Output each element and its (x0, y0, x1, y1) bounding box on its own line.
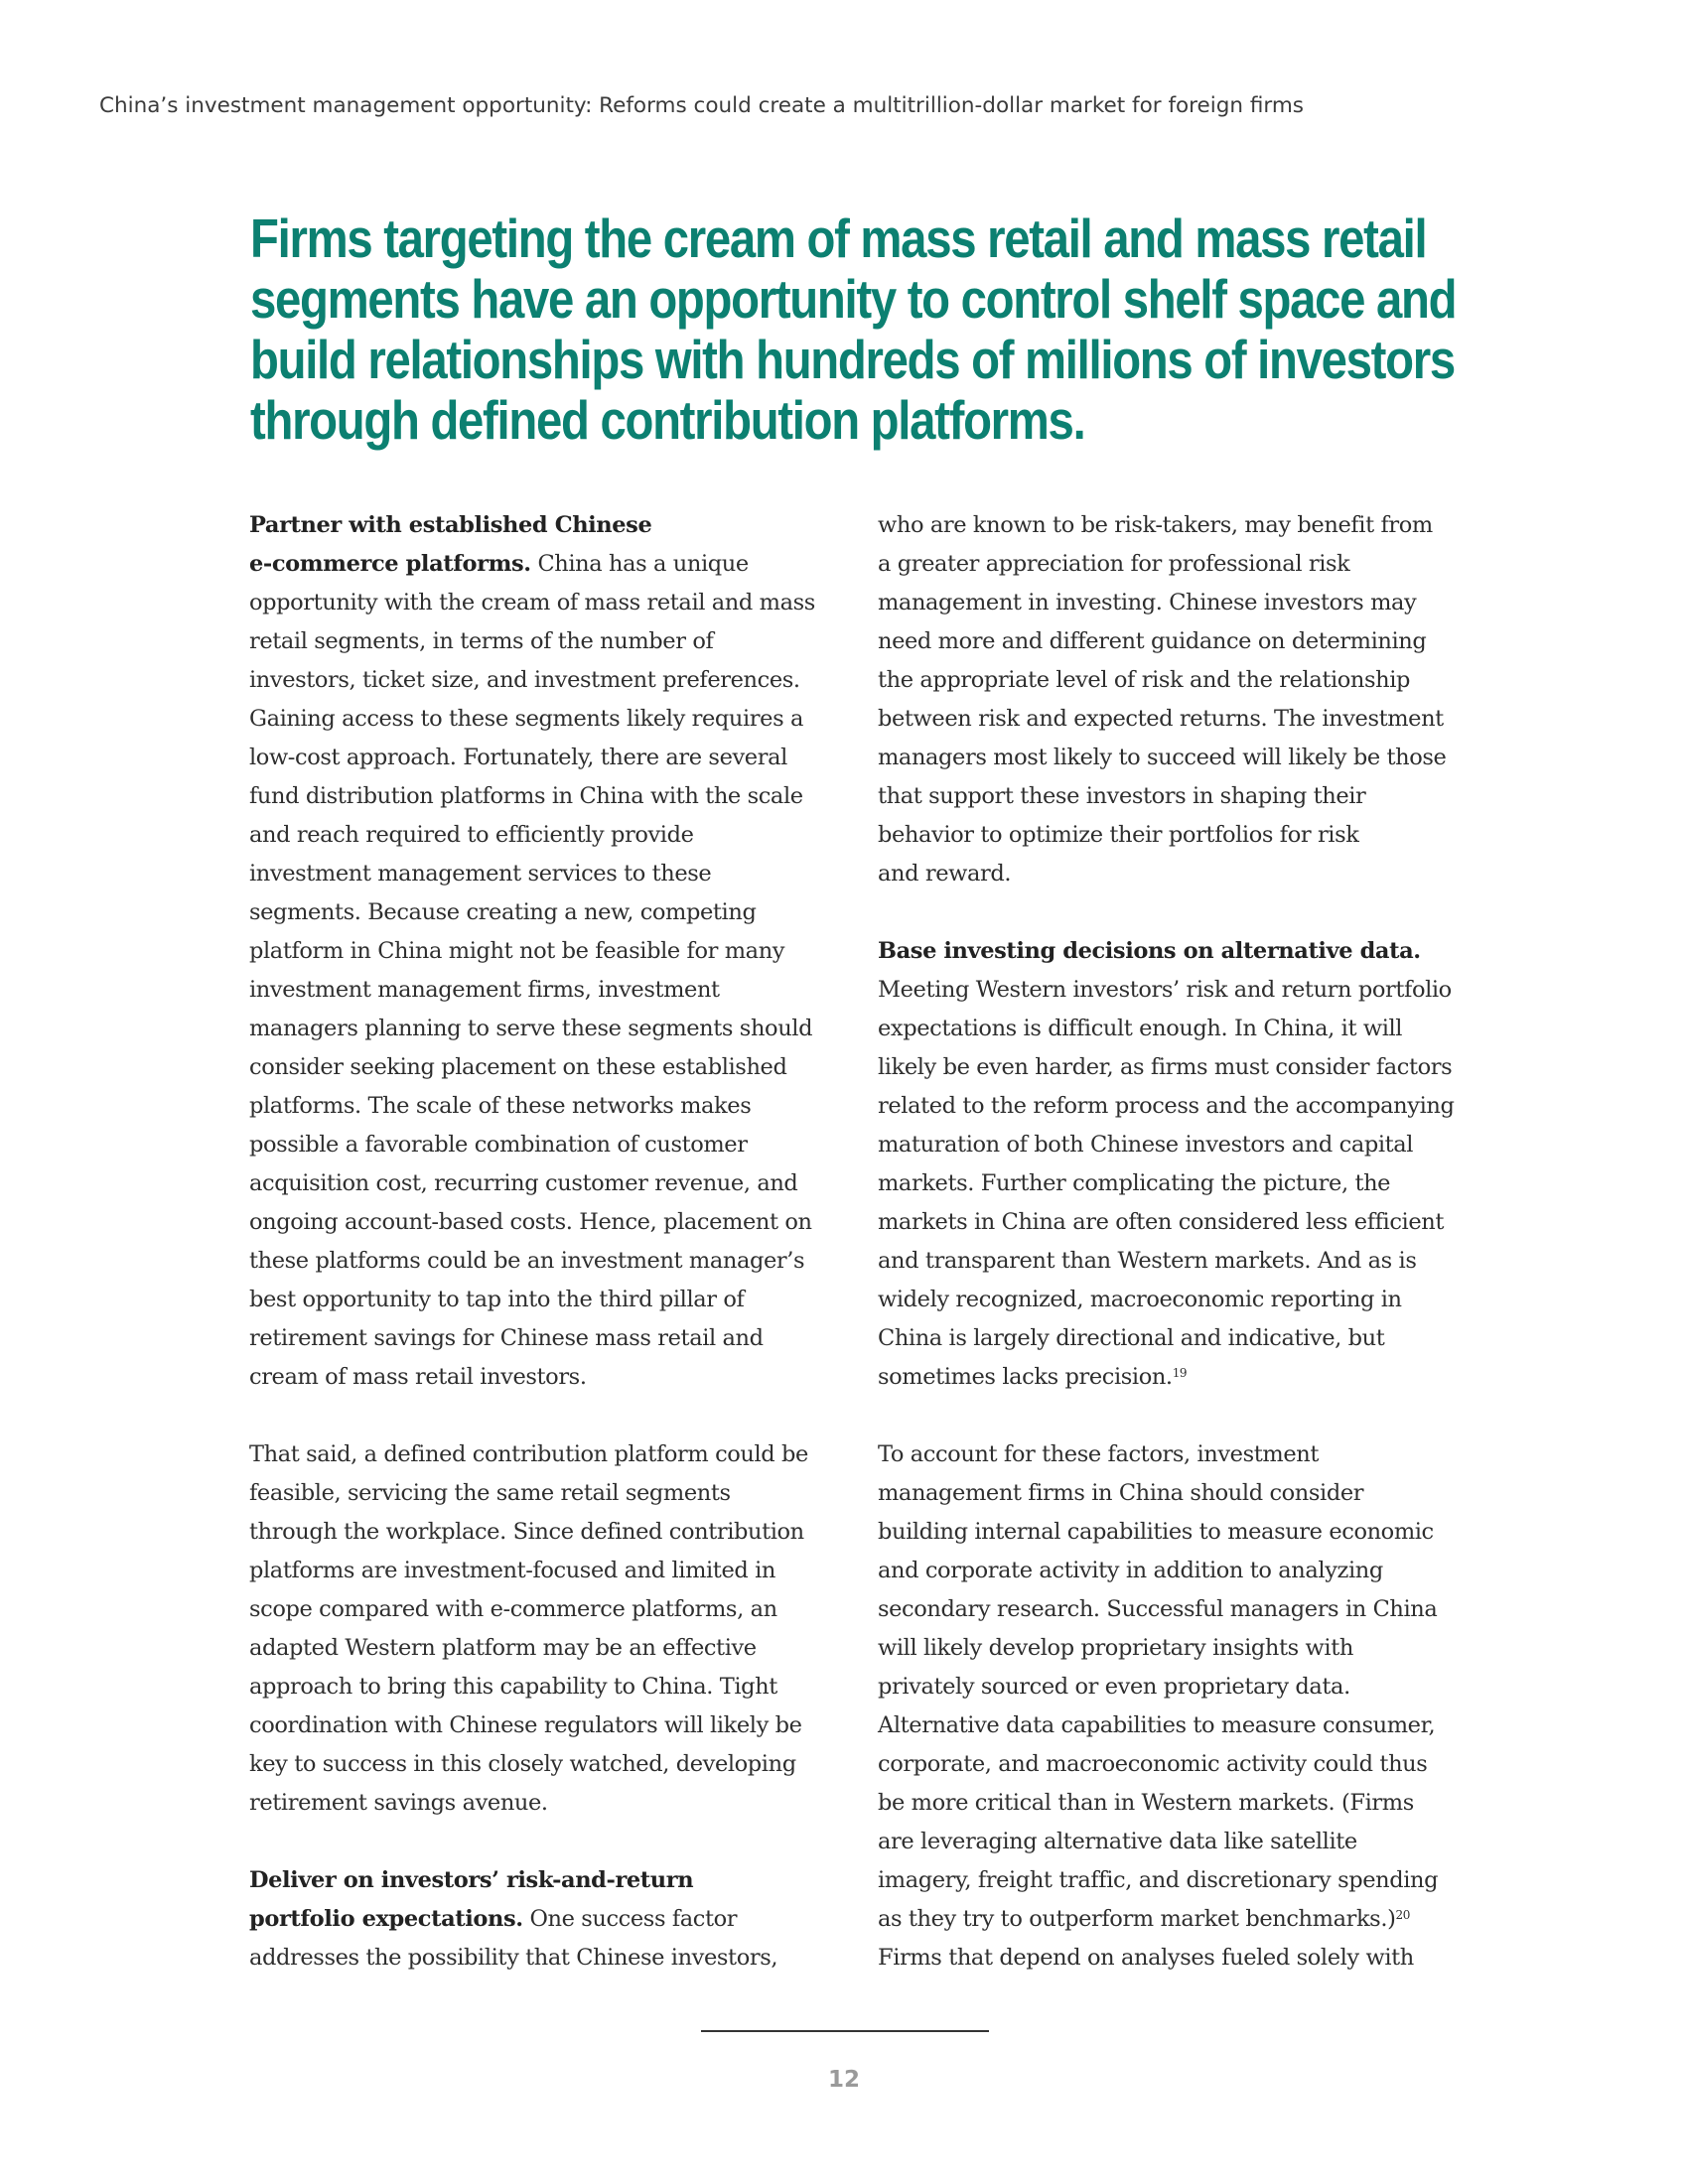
paragraph-line: That said, a defined contribution platform could be (249, 1441, 808, 1467)
paragraph-line: cream of mass retail investors. (249, 1364, 587, 1390)
paragraph-line: Gaining access to these segments likely requires a (249, 706, 803, 732)
pull-quote (250, 207, 1457, 451)
paragraph-line: Firms that depend on analyses fueled solely with (878, 1945, 1414, 1971)
paragraph-line: platform in China might not be feasible for many (249, 938, 785, 964)
paragraph-line: and reach required to efficiently provide (249, 822, 694, 848)
paragraph-line: scope compared with e-commerce platforms, an (249, 1596, 777, 1622)
paragraph-line: retirement savings avenue. (249, 1790, 548, 1816)
paragraph-line: adapted Western platform may be an effective (249, 1635, 757, 1661)
paragraph-line: imagery, freight traffic, and discretionary spending (878, 1867, 1439, 1893)
paragraph-gap (878, 893, 1474, 932)
pull-quote-line: build relationships with hundreds of millions of investors (250, 329, 1455, 390)
paragraph-line (878, 1900, 1474, 1939)
footer-divider (701, 2030, 989, 2032)
paragraph-line (249, 545, 845, 584)
paragraph-line: retail segments, in terms of the number of (249, 628, 714, 654)
paragraph-line: investment management firms, investment (249, 977, 720, 1003)
paragraph-line: corporate, and macroeconomic activity could thus (878, 1751, 1428, 1777)
paragraph-line: consider seeking placement on these established (249, 1054, 787, 1080)
pull-quote-line: through defined contribution platforms. (250, 389, 1085, 451)
paragraph-line (878, 932, 1474, 971)
paragraph-line: addresses the possibility that Chinese investors, (249, 1945, 778, 1971)
paragraph-line: China is largely directional and indicative, but (878, 1325, 1385, 1351)
paragraph-line (249, 1900, 845, 1939)
paragraph-line: fund distribution platforms in China with the scale (249, 783, 803, 809)
paragraph-line: acquisition cost, recurring customer revenue, and (249, 1170, 798, 1196)
paragraph-line: approach to bring this capability to China. Tight (249, 1674, 777, 1700)
section-heading: portfolio expectations. (249, 1906, 523, 1932)
body-text: sometimes lacks precision. (878, 1364, 1173, 1390)
paragraph-line: through the workplace. Since defined contribution (249, 1519, 804, 1545)
paragraph-line: managers most likely to succeed will likely be those (878, 745, 1447, 770)
section-heading: Base investing decisions on alternative data. (878, 938, 1421, 964)
page-number: 12 (827, 2067, 860, 2093)
paragraph-line: segments. Because creating a new, competing (249, 899, 757, 925)
paragraph-line: investment management services to these (249, 861, 712, 887)
section-heading: Partner with established Chinese (249, 512, 652, 538)
paragraph-line: maturation of both Chinese investors and capital (878, 1132, 1414, 1158)
paragraph-line: markets. Further complicating the picture, the (878, 1170, 1391, 1196)
paragraph-gap (249, 1823, 845, 1861)
paragraph-line: management firms in China should consider (878, 1480, 1364, 1506)
paragraph-line: retirement savings for Chinese mass retail and (249, 1325, 764, 1351)
paragraph-line (249, 506, 845, 545)
body-text: China has a unique (537, 551, 749, 577)
footnote-marker: 19 (1172, 1366, 1188, 1380)
paragraph-line: managers planning to serve these segments should (249, 1016, 813, 1041)
paragraph-line: Meeting Western investors’ risk and return portfolio (878, 977, 1452, 1003)
pull-quote-line: Firms targeting the cream of mass retail and mass retail (250, 207, 1427, 269)
paragraph-line: ongoing account-based costs. Hence, placement on (249, 1209, 812, 1235)
running-header: China’s investment management opportunity: Reforms could create a multitrillion-dollar market for foreign firms (99, 93, 1304, 118)
paragraph-line: are leveraging alternative data like satellite (878, 1829, 1357, 1854)
body-column-right (878, 506, 1474, 1978)
paragraph-line: these platforms could be an investment manager’s (249, 1248, 805, 1274)
paragraph-line: that support these investors in shaping their (878, 783, 1366, 809)
paragraph-line: and reward. (878, 861, 1012, 887)
paragraph-line: need more and different guidance on determining (878, 628, 1427, 654)
paragraph-line: low-cost approach. Fortunately, there are several (249, 745, 787, 770)
paragraph-gap (878, 1397, 1474, 1435)
paragraph-line: and transparent than Western markets. And as is (878, 1248, 1417, 1274)
paragraph-line: markets in China are often considered less efficient (878, 1209, 1445, 1235)
section-heading: e-commerce platforms. (249, 551, 531, 577)
paragraph-line: key to success in this closely watched, developing (249, 1751, 796, 1777)
paragraph-line: Alternative data capabilities to measure consumer, (878, 1712, 1436, 1738)
paragraph-line: related to the reform process and the accompanying (878, 1093, 1455, 1119)
paragraph-line: secondary research. Successful managers in China (878, 1596, 1438, 1622)
paragraph-line: feasible, servicing the same retail segments (249, 1480, 731, 1506)
paragraph-line: between risk and expected returns. The investment (878, 706, 1444, 732)
paragraph-line: management in investing. Chinese investors may (878, 590, 1417, 615)
paragraph-line: a greater appreciation for professional risk (878, 551, 1350, 577)
paragraph-line: building internal capabilities to measure economic (878, 1519, 1434, 1545)
paragraph-line: platforms. The scale of these networks makes (249, 1093, 752, 1119)
paragraph-line: behavior to optimize their portfolios for risk (878, 822, 1359, 848)
paragraph-line: coordination with Chinese regulators will likely be (249, 1712, 802, 1738)
paragraph-line: platforms are investment-focused and limited in (249, 1558, 776, 1583)
paragraph-line: opportunity with the cream of mass retail and mass (249, 590, 815, 615)
paragraph-line: investors, ticket size, and investment preferences. (249, 667, 800, 693)
paragraph-line: likely be even harder, as firms must consider factors (878, 1054, 1453, 1080)
paragraph-line: widely recognized, macroeconomic reporting in (878, 1287, 1402, 1312)
paragraph-line (878, 1358, 1474, 1397)
paragraph-line: be more critical than in Western markets. (Firms (878, 1790, 1414, 1816)
paragraph-line: expectations is difficult enough. In China, it will (878, 1016, 1403, 1041)
paragraph-line: To account for these factors, investment (878, 1441, 1319, 1467)
paragraph-line (249, 1861, 845, 1900)
paragraph-gap (249, 1397, 845, 1435)
body-text: One success factor (529, 1906, 738, 1932)
paragraph-line: best opportunity to tap into the third pillar of (249, 1287, 745, 1312)
paragraph-line: privately sourced or even proprietary data. (878, 1674, 1350, 1700)
paragraph-line: the appropriate level of risk and the relationship (878, 667, 1411, 693)
body-text: as they try to outperform market benchmarks.) (878, 1906, 1396, 1932)
paragraph-line: who are known to be risk-takers, may benefit from (878, 512, 1433, 538)
body-column-left (249, 506, 845, 1978)
section-heading: Deliver on investors’ risk-and-return (249, 1867, 694, 1893)
paragraph-line: will likely develop proprietary insights with (878, 1635, 1353, 1661)
footnote-marker: 20 (1395, 1908, 1410, 1922)
paragraph-line: and corporate activity in addition to analyzing (878, 1558, 1383, 1583)
paragraph-line: possible a favorable combination of customer (249, 1132, 748, 1158)
pull-quote-line: segments have an opportunity to control shelf space and (250, 268, 1457, 330)
